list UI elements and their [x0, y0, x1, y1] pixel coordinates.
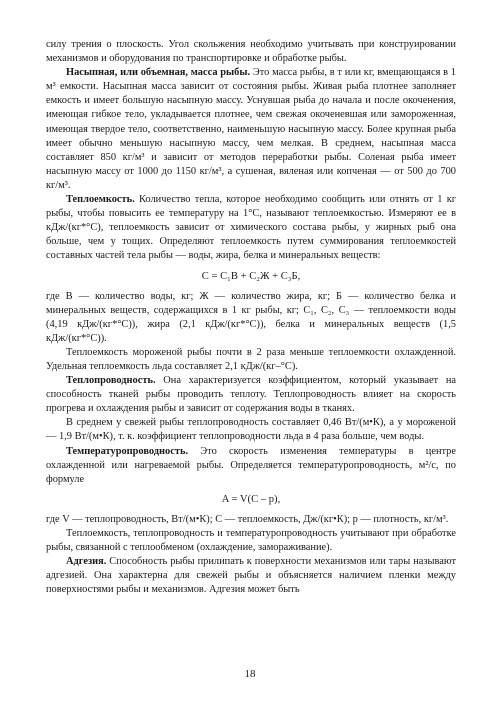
paragraph-text: силу трения о плоскость. Угол скольжения необходимо учитывать при конструировании механизмов и оборудования по транспортировке и обработке рыбы. — [46, 39, 456, 65]
paragraph-text: Это масса рыбы, в т или кг, вмещающаяся в 1 м³ емкости. Насыпная масса зависит от состояния рыбы. Живая рыба плотнее заполняет емкость и имеет большую насыпную массу. Уснувшая рыба до начала и после окоченения, имеющая гибкое тело, укладывается плотнее, чем свежая окоченевшая или замороженная, имеющая твердое тело, соответственно, наименьшую насыпную массу. Более крупная рыба имеет обычно меньшую насыпную массу, чем мелкая. В среднем, насыпная масса составляет 850 кг/м³ и зависит от методов переработки рыбы. Соленая рыба имеет насыпную массу от 1000 до 1150 кг/м³, а сушеная, вяленая или копченая — от 500 до 700 кг/м³. — [46, 67, 456, 191]
paragraph-frozen-heat-capacity — [46, 346, 456, 374]
section-heading: Теплопроводность. — [66, 375, 156, 387]
section-heading: Температуропроводность. — [66, 445, 189, 457]
paragraph-text: Способность рыбы прилипать к поверхности механизмов или тары называют адгезией. Она характерна для свежей рыбы и объясняется наличием пленки между поверхностями рыбы и механизмов. Адгезия может быть — [46, 556, 456, 596]
formula-heat-capacity: C = C₁B + C₂Ж + C₃Б, — [201, 270, 301, 282]
paragraph-text: Количество тепла, которое необходимо сообщить или отнять от 1 кг рыбы, чтобы повысить ее температуру на 1°С, называют теплоемкостью. Измеряют ее в кДж/(кг*°С), теплоемкость зависит от химического состава рыбы, у жирных рыб она больше, чем у тощих. Определяют теплоемкость путем суммирования теплоемкостей составных частей тела рыбы — воды, жира, белка и минеральных веществ: — [46, 194, 456, 262]
paragraph-thermal-summary — [46, 527, 456, 555]
paragraph-formula2-legend — [46, 513, 456, 527]
section-heading: Теплоемкость. — [66, 194, 135, 206]
paragraph-text: где В — количество воды, кг; Ж — количество жира, кг; Б — количество белка и минеральных веществ, содержащихся в 1 кг рыбы, кг; C₁, C₂, C₃ — теплоемкости воды (4,19 кДж/(кг*°С)), жира (2,1 кДж/(кг*°С)), белка и минеральных веществ (1,5 кДж/(кг*°С)). — [46, 290, 456, 344]
paragraph-conductivity-values — [46, 416, 456, 444]
paragraph-text: В среднем у свежей рыбы теплопроводность составляет 0,46 Вт/(м•К), а у мороженой — 1,9 Вт/(м•К), т. к. коэффициент теплопроводности льда в 4 раза больше, чем воды. — [46, 417, 456, 443]
paragraph-thermal-conductivity — [46, 374, 456, 416]
paragraph-bulk-density — [46, 66, 456, 193]
paragraph-thermal-diffusivity — [46, 445, 456, 487]
paragraph-text: Это скорость изменения температуры в центре охлажденной или нагреваемой рыбы. Определяется температуропроводность, м²/с, по формуле — [46, 445, 456, 485]
section-heading: Адгезия. — [66, 556, 107, 568]
paragraph-text: Она характеризуется коэффициентом, который указывает на способность тканей рыбы проводить теплоту. Теплопроводность влияет на скорость прогрева и охлаждения рыбы и зависит от содержания воды в тканях. — [46, 375, 456, 415]
paragraph-adhesion — [46, 555, 456, 597]
paragraph-text: где V — теплопроводность, Вт/(м•К); С — теплоемкость, Дж/(кг•К); p — плотность, кг/м³. — [46, 513, 449, 525]
section-heading: Насыпная, или объемная, масса рыбы. — [66, 67, 251, 79]
paragraph-continuation — [46, 38, 456, 66]
paragraph-heat-capacity — [46, 193, 456, 263]
paragraph-text: Теплоемкость мороженой рыбы почти в 2 раза меньше теплоемкости охлажденной. Удельная теплоемкость льда составляет 2,1 кДж/(кг–°С). — [46, 346, 456, 372]
page-number: 18 — [244, 668, 256, 680]
paragraph-text: Теплоемкость, теплопроводность и температуропроводность учитывают при обработке рыбы, связанной с теплообменом (охлаждение, замораживание). — [46, 527, 456, 553]
formula-thermal-diffusivity: A = V(C – p), — [221, 493, 281, 505]
paragraph-formula-legend — [46, 290, 456, 346]
